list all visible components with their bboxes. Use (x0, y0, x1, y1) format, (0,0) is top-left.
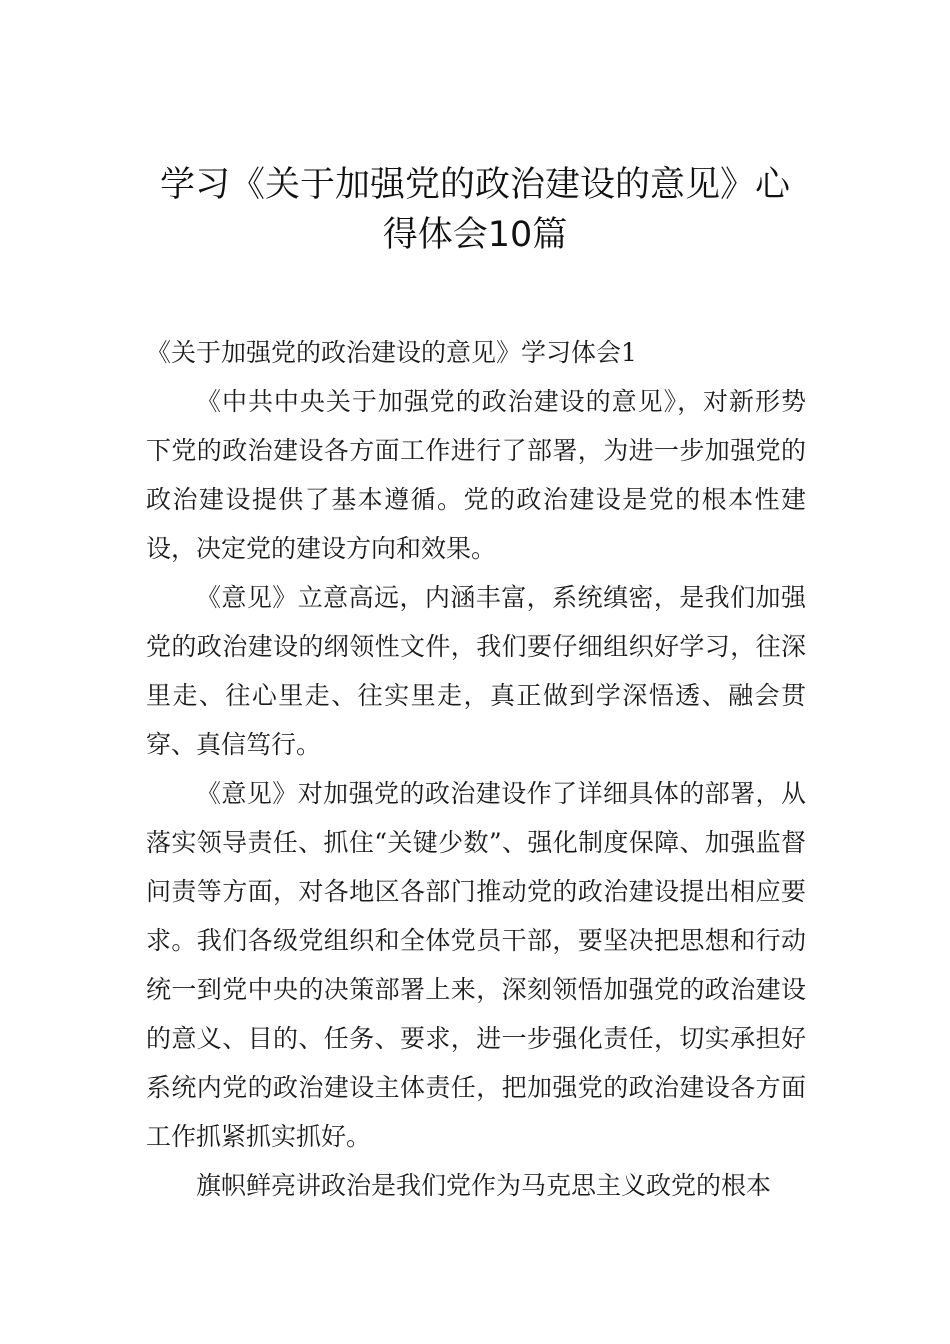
paragraph-1: 《中共中央关于加强党的政治建设的意见》，对新形势下党的政治建设各方面工作进行了部署，为进一步加强党的政治建设提供了基本遵循。党的政治建设是党的根本性建设，决定党的建设方向和效果。 (146, 387, 806, 563)
paragraph-2: 《意见》立意高远，内涵丰富，系统缜密，是我们加强党的政治建设的纲领性文件，我们要仔细组织好学习，往深里走、往心里走、往实里走，真正做到学深悟透、融会贯穿、真信笃行。 (146, 583, 806, 759)
document-body (146, 328, 806, 1210)
paragraph-3: 《意见》对加强党的政治建设作了详细具体的部署，从落实领导责任、抓住“关键少数”、强化制度保障、加强监督问责等方面，对各地区各部门推动党的政治建设提出相应要求。我们各级党组织和全体党员干部，要坚决把思想和行动统一到党中央的决策部署上来，深刻领悟加强党的政治建设的意义、目的、任务、要求，进一步强化责任，切实承担好系统内党的政治建设主体责任，把加强党的政治建设各方面工作抓紧抓实抓好。 (146, 779, 806, 1151)
section-heading: 《关于加强党的政治建设的意见》学习体会1 (146, 338, 637, 367)
document-title (110, 160, 840, 260)
title-line-2: 得体会10篇 (382, 215, 568, 255)
paragraph-4: 旗帜鲜亮讲政治是我们党作为马克思主义政党的根本 (196, 1171, 772, 1200)
title-line-1: 学习《关于加强党的政治建设的意见》心 (159, 165, 790, 205)
